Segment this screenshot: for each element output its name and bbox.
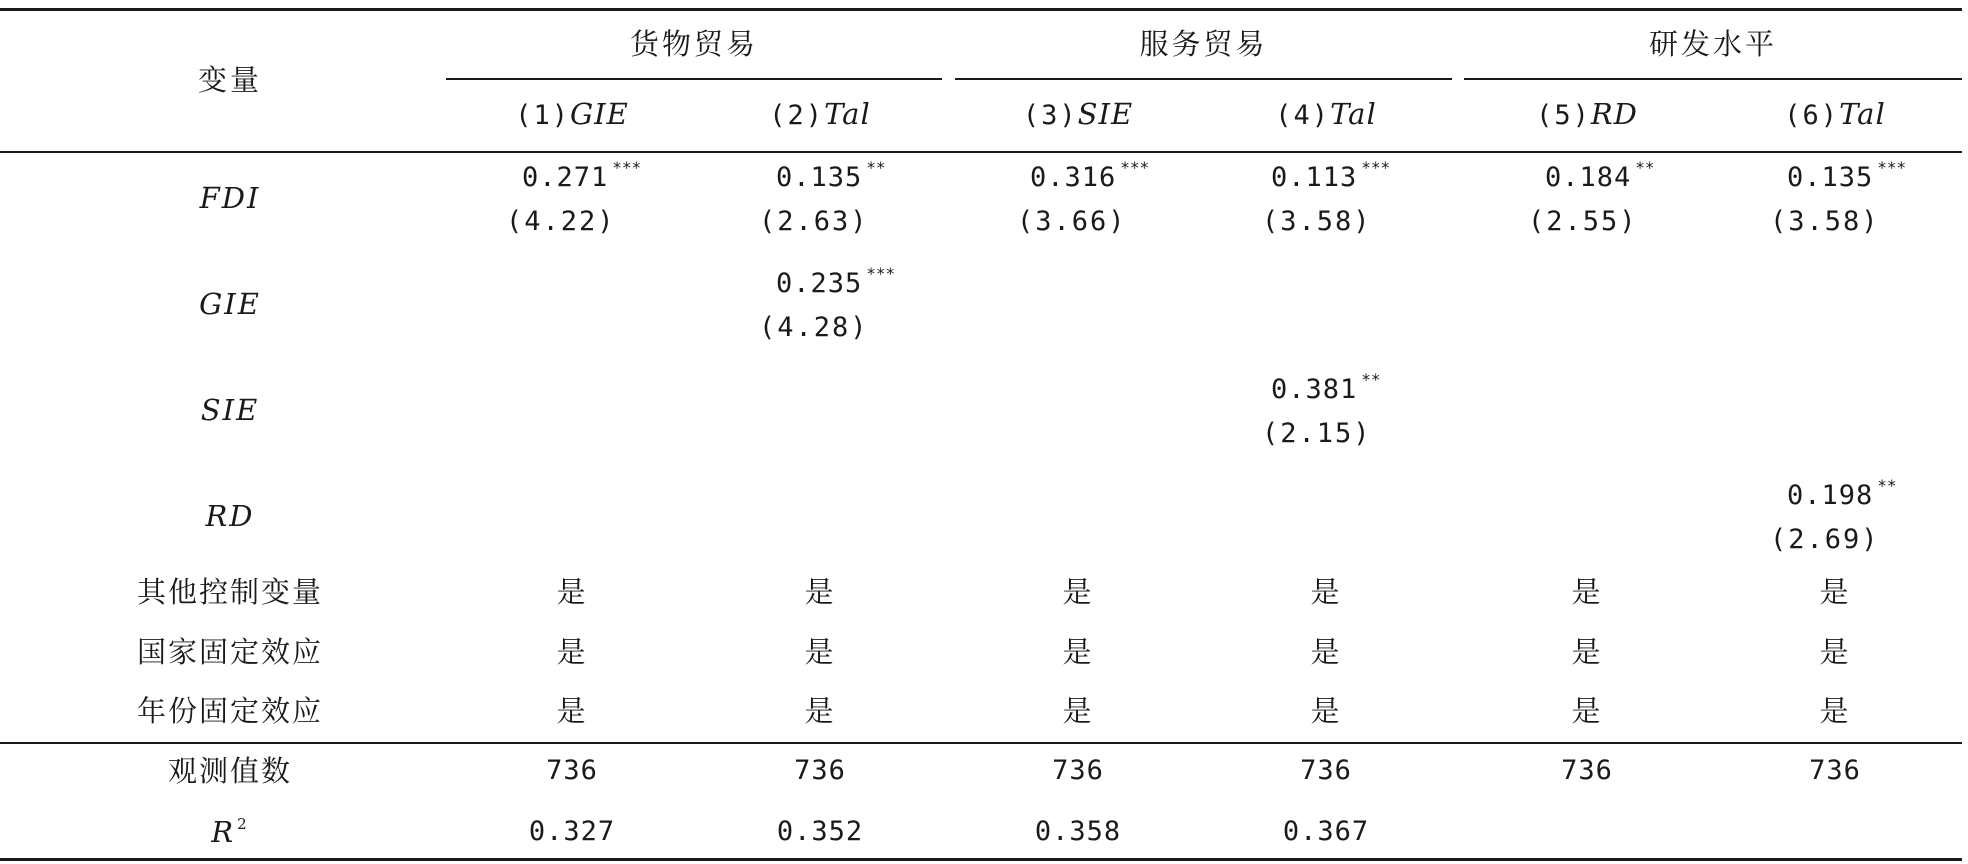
- observations-value: 736: [546, 755, 598, 786]
- control-indicator: 是: [1571, 575, 1603, 609]
- significance-stars: **: [1361, 370, 1381, 389]
- coefficient: [776, 264, 896, 299]
- control-indicator: 是: [1310, 635, 1342, 669]
- corner-label: 变量: [197, 63, 262, 97]
- coefficient-value: 0.198: [1787, 480, 1874, 511]
- observations-value: 736: [1052, 755, 1104, 786]
- column-number: (5): [1536, 100, 1591, 131]
- coefficient: [1545, 158, 1655, 193]
- control-indicator: 是: [556, 635, 588, 669]
- column-header: [958, 97, 1198, 131]
- row-label-sie: SIE: [200, 393, 260, 427]
- header-rule: [0, 151, 1962, 153]
- row-label-other-controls: 其他控制变量: [136, 575, 323, 609]
- observations-value: 736: [794, 755, 846, 786]
- significance-stars: **: [1635, 158, 1655, 177]
- control-indicator: 是: [1310, 575, 1342, 609]
- control-indicator: 是: [1062, 694, 1094, 728]
- top-rule: [0, 8, 1962, 11]
- control-indicator: 是: [1819, 694, 1851, 728]
- coefficient: [1271, 370, 1381, 405]
- group-header-rd: 研发水平: [1648, 27, 1777, 61]
- coefficient-value: 0.135: [1787, 162, 1874, 193]
- row-label-year-fe: 年份固定效应: [136, 694, 323, 728]
- column-header: [452, 97, 692, 131]
- r-squared-value: 0.352: [776, 816, 864, 847]
- significance-stars: ***: [612, 158, 642, 177]
- control-indicator: 是: [804, 694, 836, 728]
- group-underline-services: [955, 78, 1452, 80]
- r-squared-base: R: [211, 815, 236, 849]
- row-label-gie: GIE: [199, 287, 261, 321]
- control-indicator: 是: [1571, 694, 1603, 728]
- coefficient-value: 0.381: [1271, 374, 1358, 405]
- column-header: [1715, 97, 1955, 131]
- row-label-rd: RD: [205, 499, 255, 533]
- control-indicator: 是: [1062, 575, 1094, 609]
- control-indicator: 是: [1819, 635, 1851, 669]
- coefficient-value: 0.135: [776, 162, 863, 193]
- group-header-goods: 货物贸易: [629, 27, 758, 61]
- t-statistic: (4.22): [506, 206, 616, 237]
- column-variable: Tal: [1330, 97, 1377, 131]
- control-indicator: 是: [1819, 575, 1851, 609]
- mid-rule: [0, 742, 1962, 744]
- r-squared-superscript: 2: [237, 815, 249, 833]
- coefficient: [776, 158, 886, 193]
- row-label-observations: 观测值数: [167, 754, 292, 788]
- t-statistic: (2.55): [1528, 206, 1638, 237]
- significance-stars: **: [866, 158, 886, 177]
- column-variable: Tal: [1839, 97, 1886, 131]
- coefficient-value: 0.235: [776, 268, 863, 299]
- coefficient: [1787, 158, 1907, 193]
- significance-stars: ***: [866, 264, 896, 283]
- observations-value: 736: [1300, 755, 1352, 786]
- column-header: [1467, 97, 1707, 131]
- t-statistic: (2.15): [1262, 418, 1372, 449]
- control-indicator: 是: [804, 575, 836, 609]
- observations-value: 736: [1809, 755, 1861, 786]
- coefficient-value: 0.316: [1030, 162, 1117, 193]
- column-variable: GIE: [569, 97, 629, 131]
- r-squared-value: 0.327: [528, 816, 616, 847]
- row-label-country-fe: 国家固定效应: [136, 635, 323, 669]
- control-indicator: 是: [1310, 694, 1342, 728]
- control-indicator: 是: [804, 635, 836, 669]
- column-number: (6): [1784, 100, 1840, 131]
- observations-value: 736: [1561, 755, 1613, 786]
- coefficient: [522, 158, 642, 193]
- column-header: [700, 97, 940, 131]
- column-variable: RD: [1590, 97, 1638, 131]
- bottom-rule: [0, 858, 1962, 861]
- r-squared-value: 0.358: [1034, 816, 1122, 847]
- significance-stars: ***: [1120, 158, 1150, 177]
- significance-stars: **: [1877, 476, 1897, 495]
- column-variable: SIE: [1077, 97, 1134, 131]
- group-underline-rd: [1464, 78, 1962, 80]
- column-number: (3): [1022, 100, 1078, 131]
- row-label-r-squared: [130, 815, 330, 849]
- t-statistic: (3.58): [1770, 206, 1880, 237]
- group-header-services: 服务贸易: [1139, 27, 1268, 61]
- significance-stars: ***: [1877, 158, 1907, 177]
- control-indicator: 是: [556, 575, 588, 609]
- t-statistic: (3.66): [1017, 206, 1127, 237]
- t-statistic: (4.28): [759, 312, 869, 343]
- r-squared-value: 0.367: [1282, 816, 1370, 847]
- control-indicator: 是: [1062, 635, 1094, 669]
- coefficient: [1787, 476, 1897, 511]
- coefficient: [1030, 158, 1150, 193]
- t-statistic: (2.69): [1770, 524, 1880, 555]
- column-number: (4): [1275, 100, 1331, 131]
- coefficient: [1271, 158, 1391, 193]
- control-indicator: 是: [1571, 635, 1603, 669]
- column-header: [1206, 97, 1446, 131]
- control-indicator: 是: [556, 694, 588, 728]
- coefficient-value: 0.271: [522, 162, 609, 193]
- row-label-fdi: FDI: [199, 181, 261, 215]
- column-variable: Tal: [824, 97, 871, 131]
- coefficient-value: 0.184: [1545, 162, 1632, 193]
- significance-stars: ***: [1361, 158, 1391, 177]
- coefficient-value: 0.113: [1271, 162, 1358, 193]
- group-underline-goods: [446, 78, 942, 80]
- column-number: (1): [515, 100, 570, 131]
- t-statistic: (3.58): [1262, 206, 1372, 237]
- column-number: (2): [769, 100, 825, 131]
- t-statistic: (2.63): [759, 206, 869, 237]
